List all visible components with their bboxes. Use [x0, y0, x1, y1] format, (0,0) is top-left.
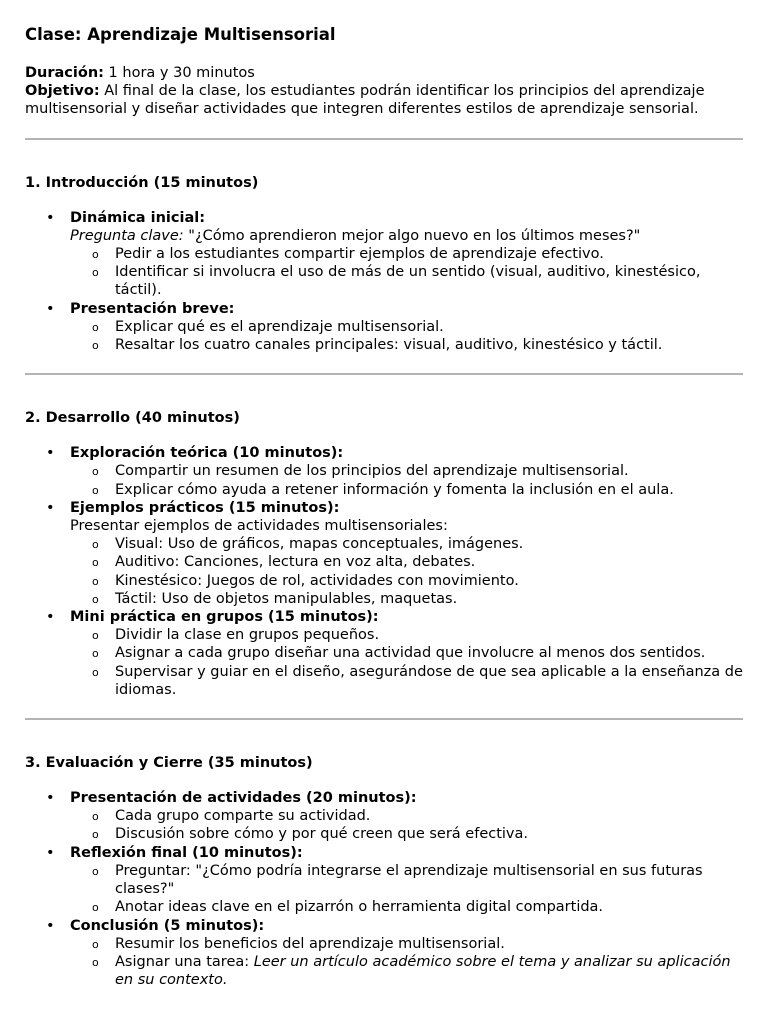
item-title: • Exploración teórica (10 minutos):: [70, 445, 344, 462]
sub-list-item: o Compartir un resumen de los principios del aprendizaje multisensorial.: [115, 462, 743, 480]
section-heading: 2. Desarrollo (40 minutos): [25, 410, 240, 427]
sub-list-item: o Preguntar: "¿Cómo podría integrarse el aprendizaje multisensorial en sus futuras clases?": [115, 862, 743, 898]
list-item: [70, 789, 743, 844]
sub-list-item: o Resumir los beneficios del aprendizaje multisensorial.: [115, 935, 743, 953]
objective-line: [25, 82, 743, 118]
sub-list-item: o Anotar ideas clave en el pizarrón o herramienta digital compartida.: [115, 898, 743, 916]
sub-list-item: o Asignar a cada grupo diseñar una actividad que involucre al menos dos sentidos.: [115, 644, 743, 662]
item-title: • Mini práctica en grupos (15 minutos):: [70, 609, 379, 626]
section-heading: 3. Evaluación y Cierre (35 minutos): [25, 755, 313, 772]
duration-value: 1 hora y 30 minutos: [103, 65, 255, 81]
lesson-meta: [25, 64, 743, 119]
sub-list-item: o Cada grupo comparte su actividad.: [115, 807, 743, 825]
task-text-italic: Leer un artículo académico sobre el tema y analizar su aplicación en su contexto.: [115, 953, 731, 989]
sub-item-list: [70, 318, 743, 354]
item-title: • Conclusión (5 minutos):: [70, 917, 265, 934]
section-item-list: [25, 789, 743, 989]
sub-item-list: [70, 862, 743, 917]
item-title: • Dinámica inicial:: [70, 209, 206, 226]
section-evaluacion-cierre: [25, 754, 743, 989]
sub-list-item: o Visual: Uso de gráficos, mapas conceptuales, imágenes.: [115, 535, 743, 553]
divider: [25, 138, 743, 140]
item-note-italic: Pregunta clave:: [70, 227, 184, 244]
item-title: • Presentación de actividades (20 minutos):: [70, 790, 417, 807]
list-item: [70, 499, 743, 608]
sub-item-list: [70, 935, 743, 990]
sub-list-item: o Explicar qué es el aprendizaje multisensorial.: [115, 318, 743, 336]
duration-label: Duración:: [25, 65, 104, 81]
sub-list-item: o Pedir a los estudiantes compartir ejemplos de aprendizaje efectivo.: [115, 245, 743, 263]
sub-list-item: o Explicar cómo ayuda a retener información y fomenta la inclusión en el aula.: [115, 481, 743, 499]
sub-item-list: [70, 535, 743, 608]
section-item-list: [25, 444, 743, 699]
list-item: [70, 300, 743, 355]
objective-label: Objetivo:: [25, 83, 100, 100]
task-text: Asignar una tarea:: [115, 953, 254, 970]
section-heading: 1. Introducción (15 minutos): [25, 174, 259, 191]
sub-list-item: o Táctil: Uso de objetos manipulables, maquetas.: [115, 590, 743, 608]
sub-list-item: o Identificar si involucra el uso de más de un sentido (visual, auditivo, kinestésico, táctil).: [115, 263, 743, 299]
sub-list-item: o Resaltar los cuatro canales principales: visual, auditivo, kinestésico y táctil.: [115, 336, 743, 354]
sub-list-item: o Dividir la clase en grupos pequeños.: [115, 626, 743, 644]
list-item: [70, 844, 743, 917]
sub-list-item: o Kinestésico: Juegos de rol, actividades con movimiento.: [115, 572, 743, 590]
section-introduccion: [25, 174, 743, 355]
item-title: • Ejemplos prácticos (15 minutos):: [70, 499, 340, 516]
list-item: [70, 209, 743, 300]
item-note: [70, 227, 743, 245]
list-item: [70, 444, 743, 499]
section-desarrollo: [25, 409, 743, 699]
objective-value: Al final de la clase, los estudiantes podrán identificar los principios del aprendizaje multisensorial y diseñar actividades que integren diferentes estilos de aprendizaje sensorial.: [25, 83, 705, 118]
sub-item-list: [70, 462, 743, 498]
sub-list-item: o Supervisar y guiar en el diseño, asegurándose de que sea aplicable a la enseñanza de idiomas.: [115, 663, 743, 699]
sub-list-item: [115, 953, 743, 989]
divider: [25, 718, 743, 720]
duration-line: [25, 64, 743, 82]
item-title: • Reflexión final (10 minutos):: [70, 844, 303, 861]
item-note: Presentar ejemplos de actividades multisensoriales:: [70, 518, 448, 535]
item-title: • Presentación breve:: [70, 300, 235, 317]
sub-list-item: o Discusión sobre cómo y por qué creen que será efectiva.: [115, 825, 743, 843]
item-note-text: "¿Cómo aprendieron mejor algo nuevo en los últimos meses?": [183, 227, 641, 244]
list-item: [70, 608, 743, 699]
sub-item-list: [70, 807, 743, 843]
list-item: [70, 917, 743, 990]
sub-item-list: [70, 626, 743, 699]
divider: [25, 373, 743, 375]
sub-list-item: o Auditivo: Canciones, lectura en voz alta, debates.: [115, 553, 743, 571]
sub-item-list: [70, 245, 743, 300]
page-title: Clase: Aprendizaje Multisensorial: [25, 25, 336, 44]
section-item-list: [25, 209, 743, 355]
